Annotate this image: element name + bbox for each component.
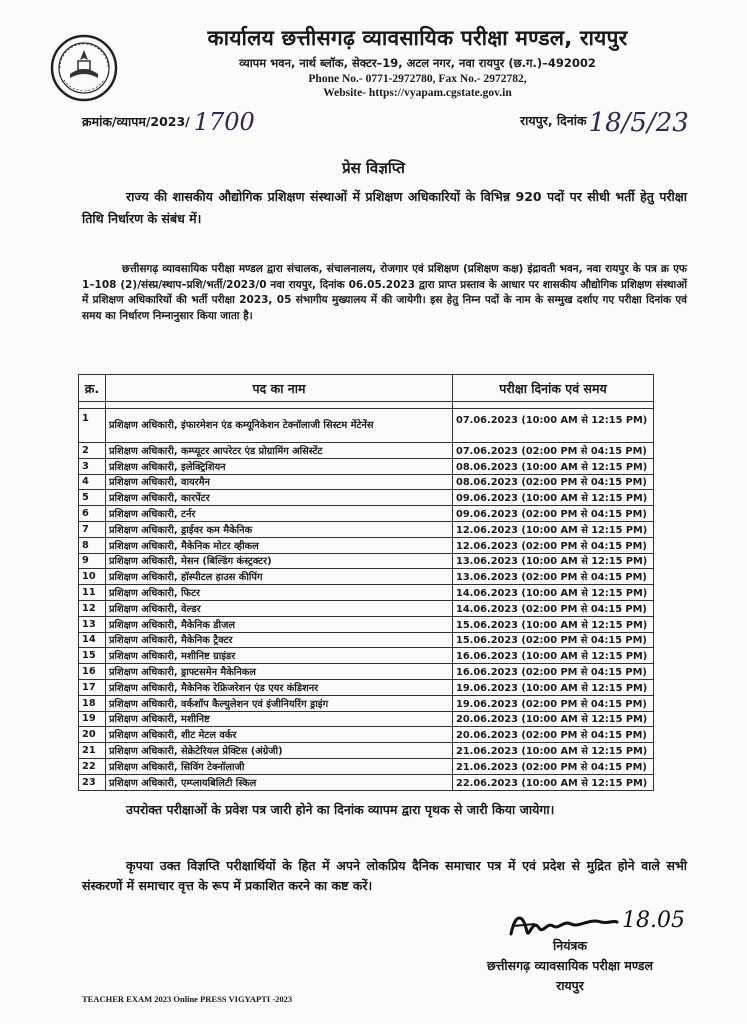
exam-datetime-cell: 19.06.2023 (10:00 AM से 12:15 PM) (453, 679, 654, 695)
serial-cell: 11 (79, 585, 106, 601)
table-row (79, 553, 654, 569)
publication-request-paragraph: कृपया उक्त विज्ञप्ति परीक्षार्थियों के हित में अपने लोकप्रिय दैनिक समाचार पत्र में एवं प्रदेश से मुद्रित होने वाले सभी संस्करणों में समाचार वृत्त के रूप में प्रकाशित करने का कष्ट करें। (82, 858, 687, 893)
serial-cell: 8 (79, 537, 106, 553)
serial-cell: 14 (79, 632, 106, 648)
post-name-cell: प्रशिक्षण अधिकारी, वर्कशॉप कैल्युलेशन एवं इंजीनियरिंग ड्राइंग (105, 695, 452, 711)
serial-cell: 1 (79, 409, 106, 443)
post-name-cell: प्रशिक्षण अधिकारी, कारपेंटर (105, 490, 452, 506)
table-row (79, 758, 654, 774)
post-name-cell: प्रशिक्षण अधिकारी, वेल्डर (105, 600, 452, 616)
serial-cell: 3 (79, 458, 106, 474)
table-row (79, 679, 654, 695)
post-name-cell: प्रशिक्षण अधिकारी, मैकेनिक मोटर व्हीकल (105, 537, 452, 553)
serial-cell: 9 (79, 553, 106, 569)
table-row (79, 521, 654, 537)
reference-prefix: क्रमांक/व्यापम/2023/ (82, 114, 190, 129)
intro-paragraph: छत्तीसगढ़ व्यावसायिक परीक्षा मण्डल द्वारा संचालक, संचालनालय, रोजगार एवं प्रशिक्षण (प्रशिक्षण कक्ष) इंद्रावती भवन, नवा रायपुर के पत्र क्र एफ 1–108 (2)/संस्प्र/स्थाप–प्रशि/भर्ती/2023/0 नवा रायपुर, दिनांक 06.05.2023 द्वारा प्राप्त प्रस्ताव के आधार पर शासकीय औद्योगिक प्रशिक्षण संस्थाओं में प्रशिक्षण अधिकारियों की भर्ती परीक्षा 2023, 05 संभागीय मुख्यालय में की जायेगी। इस हेतु निम्न पदों के नाम के सम्मुख दर्शाए गए परीक्षा दिनांक एवं समय का निर्धारण निम्नानुसार किया जाता है। (82, 263, 687, 322)
organization-address: व्यापम भवन, नार्थ ब्लॉक, सेक्टर–19, अटल नगर, नवा रायपुर (छ.ग.)–492002 (239, 56, 596, 70)
post-name-cell: प्रशिक्षण अधिकारी, मैकेनिक ट्रैक्टर (105, 632, 452, 648)
exam-datetime-cell: 08.06.2023 (02:00 PM से 04:15 PM) (453, 474, 654, 490)
signatory-block (440, 936, 700, 996)
exam-datetime-cell: 07.06.2023 (10:00 AM से 12:15 PM) (453, 409, 654, 443)
serial-cell: 18 (79, 695, 106, 711)
table-row (79, 600, 654, 616)
serial-cell: 17 (79, 679, 106, 695)
table-spacer-row (79, 402, 654, 409)
reference-number (82, 108, 255, 136)
exam-datetime-cell: 12.06.2023 (02:00 PM से 04:15 PM) (453, 537, 654, 553)
table-row (79, 537, 654, 553)
post-name-cell: प्रशिक्षण अधिकारी, मशीनिष्ट (105, 711, 452, 727)
serial-cell: 7 (79, 521, 106, 537)
serial-cell: 13 (79, 616, 106, 632)
phone-fax: Phone No.- 0771-2972780, Fax No.- 2972782, (308, 73, 527, 85)
serial-cell: 4 (79, 474, 106, 490)
exam-datetime-cell: 20.06.2023 (02:00 PM से 04:15 PM) (453, 727, 654, 743)
serial-cell: 23 (79, 774, 106, 790)
spacer-cell (453, 402, 654, 409)
table-row (79, 458, 654, 474)
post-name-cell: प्रशिक्षण अधिकारी, ड्राईवर कम मैकेनिक (105, 521, 452, 537)
table-row (79, 648, 654, 664)
signatory-office: छत्तीसगढ़ व्यावसायिक परीक्षा मण्डल (487, 958, 653, 973)
table-row (79, 443, 654, 459)
exam-datetime-cell: 09.06.2023 (10:00 AM से 12:15 PM) (453, 490, 654, 506)
post-name-cell: प्रशिक्षण अधिकारी, मेसन (बिल्डिंग कंस्ट्रक्टर) (105, 553, 452, 569)
exam-datetime-cell: 08.06.2023 (10:00 AM से 12:15 PM) (453, 458, 654, 474)
table-row (79, 616, 654, 632)
footer-file-reference: TEACHER EXAM 2023 Online PRESS VIGYAPTI -2023 (82, 994, 293, 1004)
exam-datetime-cell: 13.06.2023 (10:00 AM से 12:15 PM) (453, 553, 654, 569)
table-row (79, 711, 654, 727)
signatory-designation: नियंत्रक (553, 938, 587, 953)
serial-cell: 6 (79, 506, 106, 522)
post-name-cell: प्रशिक्षण अधिकारी, मैकेनिक डीजल (105, 616, 452, 632)
table-row (79, 474, 654, 490)
serial-cell: 19 (79, 711, 106, 727)
vyapam-logo-icon (50, 34, 118, 102)
place-date-label: रायपुर, दिनांक (520, 113, 587, 128)
exam-datetime-cell: 20.06.2023 (10:00 AM से 12:15 PM) (453, 711, 654, 727)
signature-date: 18.05 (622, 908, 685, 933)
spacer-cell (105, 402, 452, 409)
table-row (79, 569, 654, 585)
signatory-city: रायपुर (556, 978, 584, 993)
table-row (79, 585, 654, 601)
serial-cell: 12 (79, 600, 106, 616)
exam-datetime-cell: 15.06.2023 (02:00 PM से 04:15 PM) (453, 632, 654, 648)
post-name-cell: प्रशिक्षण अधिकारी, टर्नर (105, 506, 452, 522)
organization-name: कार्यालय छत्तीसगढ़ व्यावसायिक परीक्षा मण्डल, रायपुर (207, 26, 628, 50)
spacer-cell (79, 402, 106, 409)
exam-schedule-table (78, 374, 654, 791)
post-name-cell: प्रशिक्षण अधिकारी, इंफारमेशन एंड कम्यूनिकेशन टेक्नॉलाजी सिस्टम मेंटेनेंस (105, 409, 452, 443)
header-serial: क्र. (79, 375, 106, 402)
exam-datetime-cell: 22.06.2023 (10:00 AM से 12:15 PM) (453, 774, 654, 790)
post-name-cell: प्रशिक्षण अधिकारी, मैकेनिक रेफ्रिजरेशन एंड एयर कंडिशनर (105, 679, 452, 695)
table-body (79, 402, 654, 791)
document-title: प्रेस विज्ञप्ति (342, 159, 405, 177)
exam-datetime-cell: 13.06.2023 (02:00 PM से 04:15 PM) (453, 569, 654, 585)
exam-datetime-cell: 12.06.2023 (10:00 AM से 12:15 PM) (453, 521, 654, 537)
exam-datetime-cell: 21.06.2023 (10:00 AM से 12:15 PM) (453, 743, 654, 759)
table-header-row (79, 375, 654, 402)
table-row (79, 695, 654, 711)
table-row (79, 664, 654, 680)
admit-card-paragraph: उपरोक्त परीक्षाओं के प्रवेश पत्र जारी होने का दिनांक व्यापम द्वारा पृथक से जारी किया जायेगा। (126, 802, 555, 817)
serial-cell: 21 (79, 743, 106, 759)
exam-datetime-cell: 19.06.2023 (02:00 PM से 04:15 PM) (453, 695, 654, 711)
post-name-cell: प्रशिक्षण अधिकारी, वायरमैन (105, 474, 452, 490)
post-name-cell: प्रशिक्षण अधिकारी, कम्प्यूटर आपरेटर एंड प्रोग्रामिंग असिस्टेंट (105, 443, 452, 459)
header-post-name: पद का नाम (105, 375, 452, 402)
post-name-cell: प्रशिक्षण अधिकारी, हॉस्पीटल हाउस कीपिंग (105, 569, 452, 585)
serial-cell: 5 (79, 490, 106, 506)
serial-cell: 10 (79, 569, 106, 585)
table-row (79, 490, 654, 506)
table-row (79, 743, 654, 759)
exam-datetime-cell: 07.06.2023 (02:00 PM से 04:15 PM) (453, 443, 654, 459)
post-name-cell: प्रशिक्षण अधिकारी, इलेक्ट्रिशियन (105, 458, 452, 474)
reference-handwritten-number: 1700 (193, 108, 255, 136)
handwritten-date: 18/5/23 (588, 108, 689, 138)
table-row (79, 506, 654, 522)
table-row (79, 774, 654, 790)
issue-date (520, 108, 689, 138)
exam-datetime-cell: 14.06.2023 (10:00 AM से 12:15 PM) (453, 585, 654, 601)
exam-datetime-cell: 16.06.2023 (10:00 AM से 12:15 PM) (453, 648, 654, 664)
subject-paragraph: राज्य की शासकीय औद्योगिक प्रशिक्षण संस्थाओं में प्रशिक्षण अधिकारियों के विभिन्न 920 पदों पर सीधी भर्ती हेतु परीक्षा तिथि निर्धारण के संबंध में। (82, 189, 687, 226)
letterhead (128, 24, 707, 99)
post-name-cell: प्रशिक्षण अधिकारी, फिटर (105, 585, 452, 601)
post-name-cell: प्रशिक्षण अधिकारी, सेक्रेटेरियल प्रेक्टिस (अंग्रेजी) (105, 743, 452, 759)
serial-cell: 16 (79, 664, 106, 680)
serial-cell: 22 (79, 758, 106, 774)
post-name-cell: प्रशिक्षण अधिकारी, एम्प्लायबिलिटी स्किल (105, 774, 452, 790)
post-name-cell: प्रशिक्षण अधिकारी, सिविंग टेक्नॉलाजी (105, 758, 452, 774)
header-exam-datetime: परीक्षा दिनांक एवं समय (453, 375, 654, 402)
serial-cell: 15 (79, 648, 106, 664)
table-row (79, 632, 654, 648)
exam-datetime-cell: 09.06.2023 (02:00 PM से 04:15 PM) (453, 506, 654, 522)
table-row (79, 727, 654, 743)
exam-datetime-cell: 14.06.2023 (02:00 PM से 04:15 PM) (453, 600, 654, 616)
table-row (79, 409, 654, 443)
exam-datetime-cell: 16.06.2023 (02:00 PM से 04:15 PM) (453, 664, 654, 680)
exam-datetime-cell: 21.06.2023 (02:00 PM से 04:15 PM) (453, 758, 654, 774)
website: Website- https://vyapam.cgstate.gov.in (323, 87, 512, 99)
post-name-cell: प्रशिक्षण अधिकारी, मशीनिष्ट ग्राइंडर (105, 648, 452, 664)
post-name-cell: प्रशिक्षण अधिकारी, शीट मेटल वर्कर (105, 727, 452, 743)
exam-datetime-cell: 15.06.2023 (10:00 AM से 12:15 PM) (453, 616, 654, 632)
post-name-cell: प्रशिक्षण अधिकारी, ड्राफ्टसमेन मैकेनिकल (105, 664, 452, 680)
serial-cell: 2 (79, 443, 106, 459)
serial-cell: 20 (79, 727, 106, 743)
